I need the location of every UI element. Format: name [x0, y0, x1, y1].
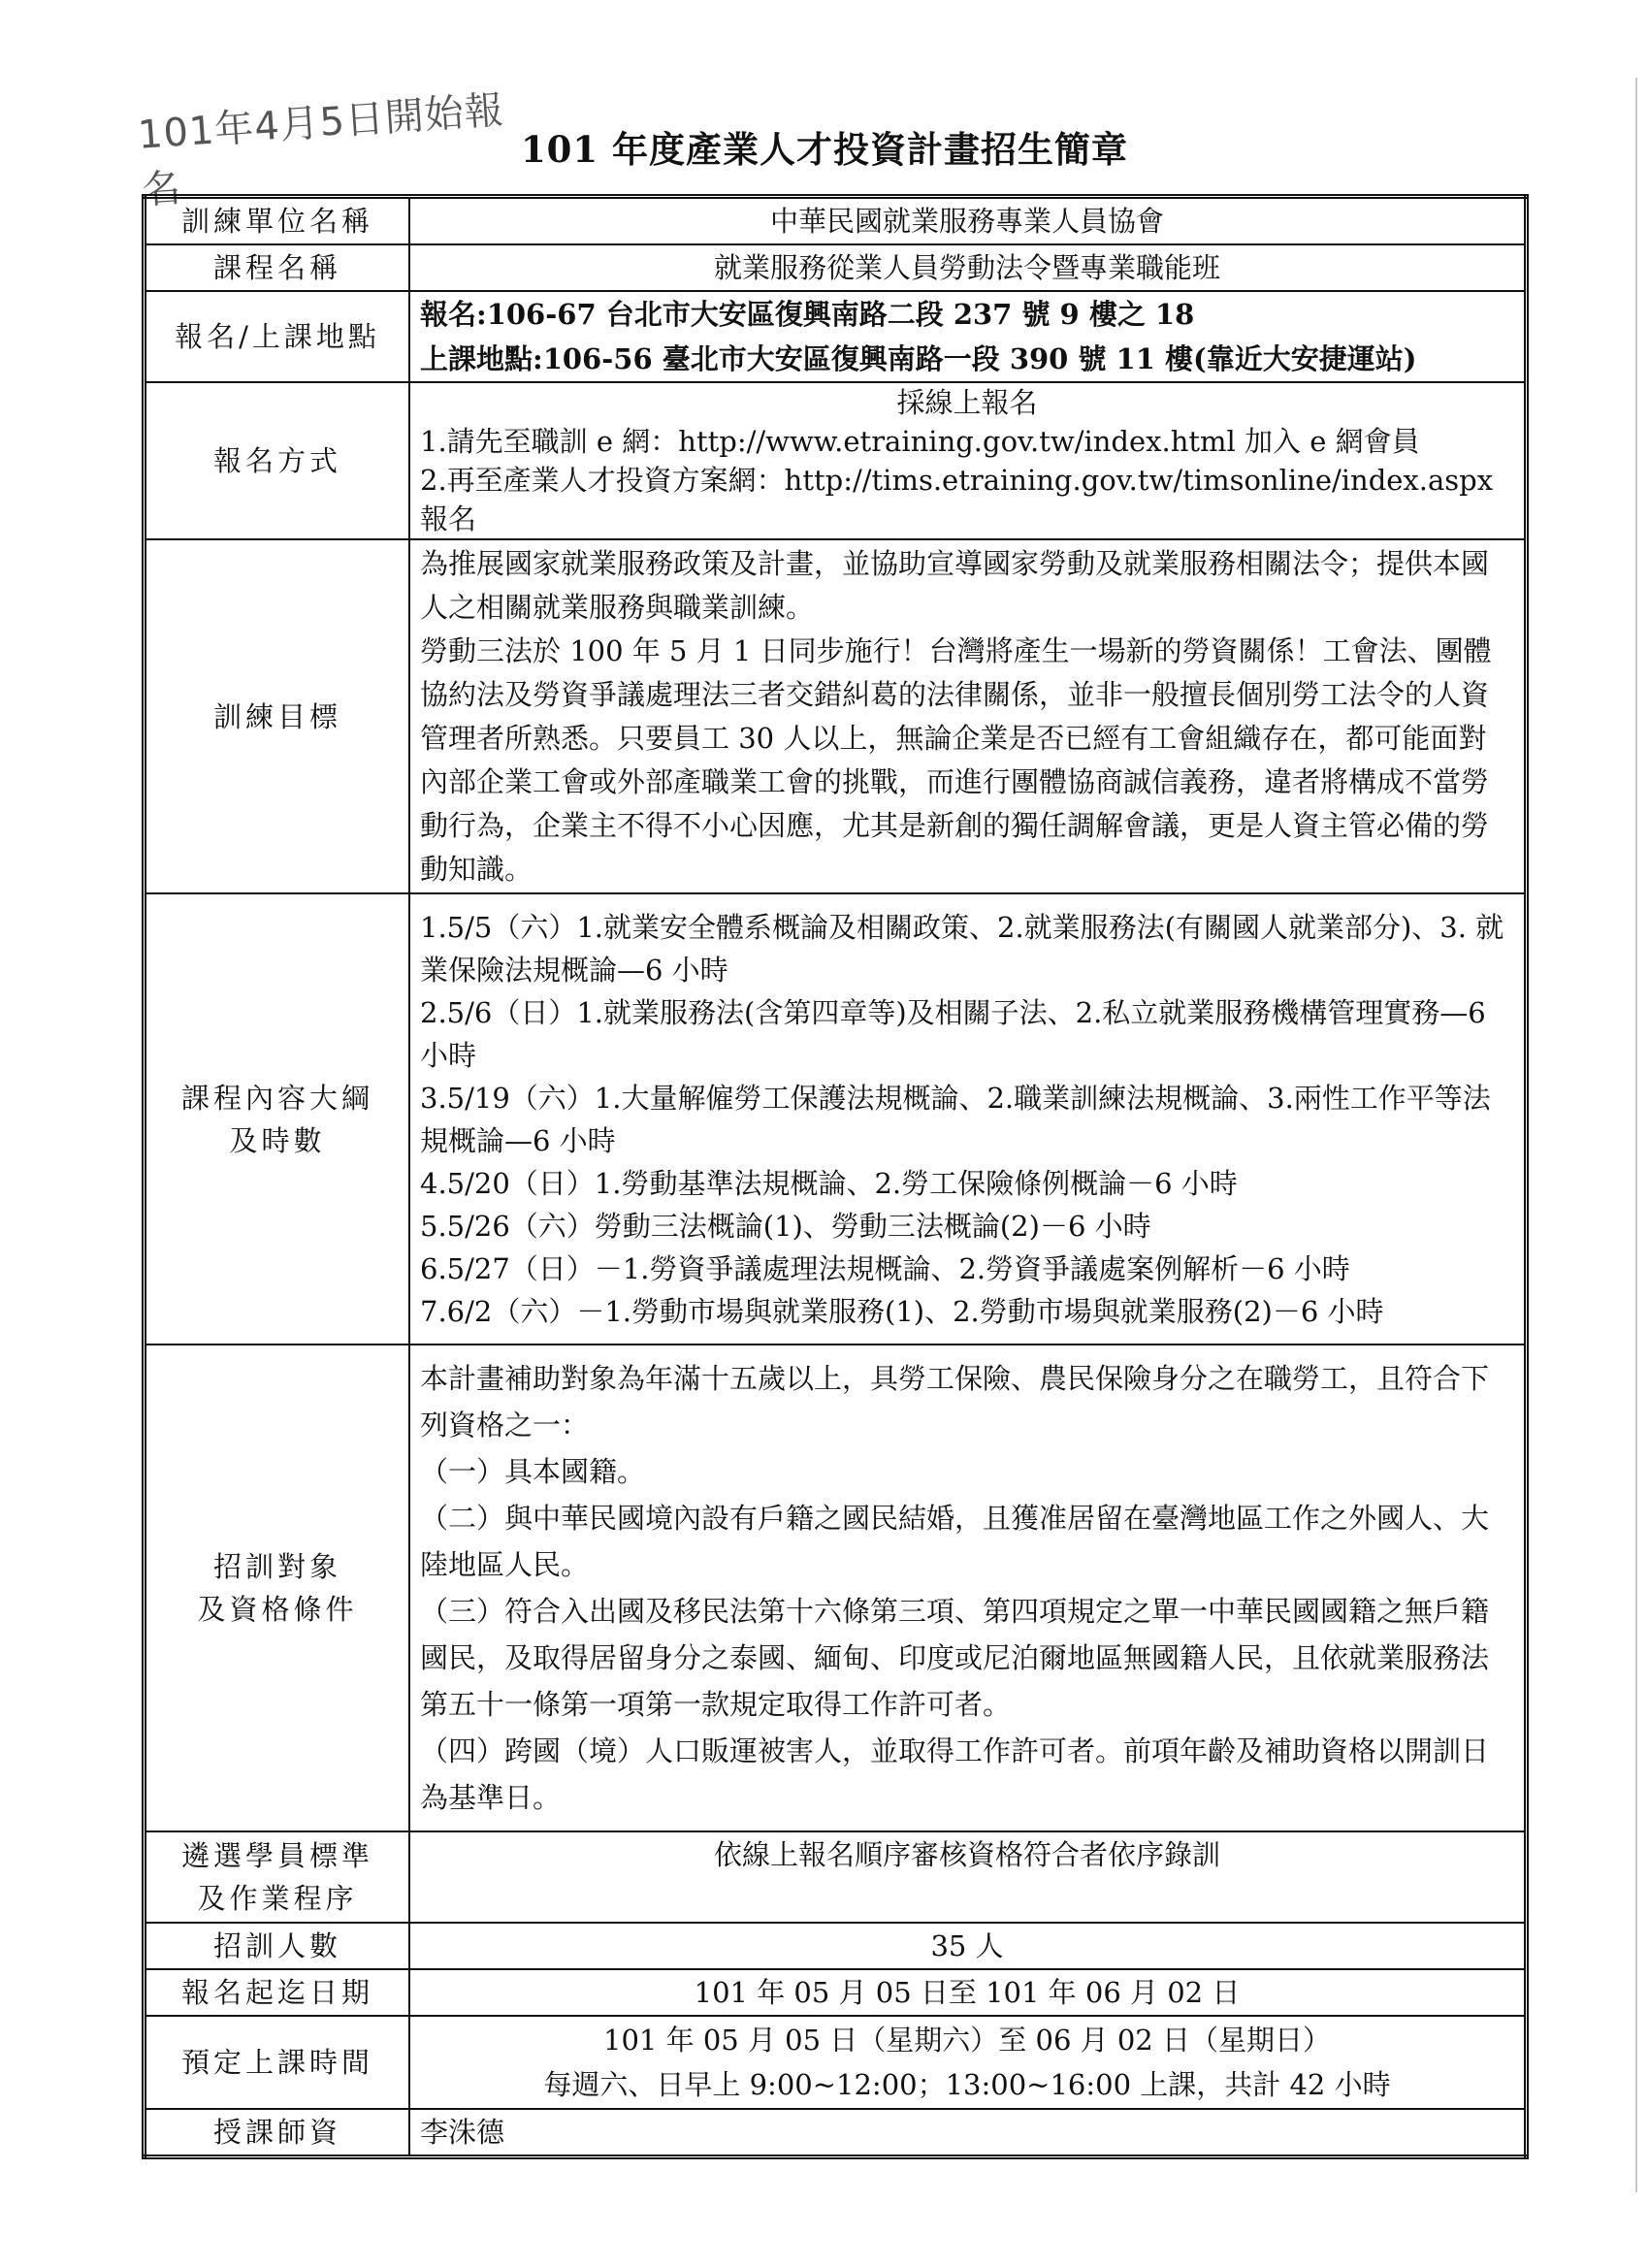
row-syllabus [145, 893, 1527, 1345]
label-eligibility-line-1: 招訓對象 [212, 1550, 341, 1583]
row-eligibility [145, 1345, 1527, 1831]
method-step-2: 2.再至產業人才投資方案網：http://tims.etraining.gov.tw/timsonline/index.aspx 報名 [420, 464, 1494, 535]
syllabus-item: 1.5/5（六）1.就業安全體系概論及相關政策、2.就業服務法(有關國人就業部分)、3. 就業保險法規概論—6 小時 [420, 910, 1504, 987]
row-signup-dates [145, 1969, 1527, 2016]
eligibility-paragraph: 本計畫補助對象為年滿十五歲以上，具勞工保險、農民保險身分之在職勞工，且符合下列資格之一： [420, 1362, 1490, 1442]
method-step-1: 1.請先至職訓 e 網：http://www.etraining.gov.tw/index.html 加入 e 網會員 [420, 425, 1420, 458]
value-syllabus [409, 893, 1527, 1345]
eligibility-paragraph: （一）具本國籍。 [420, 1455, 646, 1488]
label-selection-line-2: 及作業程序 [197, 1882, 358, 1915]
label-registration-method: 報名方式 [145, 382, 410, 539]
label-training-unit: 訓練單位名稱 [145, 197, 410, 245]
value-registration-method [409, 382, 1527, 539]
goal-paragraph-1: 為推展國家就業服務政策及計畫，並協助宣導國家勞動及就業服務相關法令；提供本國人之相關就業服務與職業訓練。 [420, 546, 1490, 624]
label-selection-line-1: 遴選學員標準 [180, 1839, 373, 1872]
enrollment-table [142, 194, 1529, 2159]
value-selection [409, 1831, 1527, 1923]
label-training-goal: 訓練目標 [145, 539, 410, 893]
syllabus-item: 2.5/6（日）1.就業服務法(含第四章等)及相關子法、2.私立就業服務機構管理實務—6 小時 [420, 995, 1486, 1072]
syllabus-item: 3.5/19（六）1.大量解僱勞工保護法規概論、2.職業訓練法規概論、3.兩性工作平等法規概論—6 小時 [420, 1081, 1491, 1157]
eligibility-paragraph: （四）跨國（境）人口販運被害人，並取得工作許可者。前項年齡及補助資格以開訓日為基準日。 [420, 1734, 1490, 1814]
syllabus-item: 4.5/20（日）1.勞動基準法規概論、2.勞工保險條例概論－6 小時 [420, 1166, 1238, 1200]
registration-address: 報名:106-67 台北市大安區復興南路二段 237 號 9 樓之 18 [420, 298, 1195, 331]
scan-edge-line [1635, 78, 1637, 2192]
row-instructor [145, 2109, 1527, 2157]
label-location: 報名/上課地點 [145, 291, 410, 382]
syllabus-item: 6.5/27（日）－1.勞資爭議處理法規概論、2.勞資爭議處案例解析－6 小時 [420, 1251, 1350, 1285]
label-syllabus [145, 893, 410, 1345]
eligibility-paragraph: （二）與中華民國境內設有戶籍之國民結婚，且獲准居留在臺灣地區工作之外國人、大陸地區人民。 [420, 1502, 1490, 1581]
eligibility-paragraph: （三）符合入出國及移民法第十六條第三項、第四項規定之單一中華民國國籍之無戶籍國民，及取得居留身分之泰國、緬甸、印度或尼泊爾地區無國籍人民，且依就業服務法第五十一條第一項第一款規定取得工作許可者。 [420, 1595, 1490, 1721]
label-eligibility-line-2: 及資格條件 [197, 1593, 358, 1626]
row-selection [145, 1831, 1527, 1923]
label-schedule: 預定上課時間 [145, 2016, 410, 2109]
method-heading: 採線上報名 [896, 386, 1038, 419]
value-instructor: 李洙德 [409, 2109, 1527, 2157]
goal-paragraph-2: 勞動三法於 100 年 5 月 1 日同步施行！台灣將產生一場新的勞資關係！工會法、團體協約法及勞資爭議處理法三者交錯糾葛的法律關係，並非一般擅長個別勞工法令的人資管理者所熟悉。只要員工 30 人以上，無論企業是否已經有工會組織存在，都可能面對內部企業工會或外部產職業工會的挑戰，而進行團體協商誠信義務，違者將構成不當勞動行為，企業主不得不小心因應，尤其是新創的獨任調解會議，更是人資主管必備的勞動知識。 [420, 633, 1492, 886]
row-course-name [145, 244, 1527, 291]
handwritten-note: 101年4月5日開始報名 [136, 87, 506, 213]
schedule-hours: 每週六、日早上 9:00~12:00；13:00~16:00 上課，共計 42 小時 [543, 2068, 1391, 2101]
row-registration-method [145, 382, 1527, 539]
syllabus-item: 7.6/2（六）－1.勞動市場與就業服務(1)、2.勞動市場與就業服務(2)－6 小時 [420, 1294, 1384, 1328]
value-training-goal [409, 539, 1527, 893]
document-title: 101 年度產業人才投資計畫招生簡章 [520, 128, 1129, 171]
value-course-name: 就業服務從業人員勞動法令暨專業職能班 [409, 244, 1527, 291]
row-quota [145, 1923, 1527, 1969]
label-syllabus-line-2: 及時數 [229, 1123, 326, 1157]
label-eligibility [145, 1345, 410, 1831]
label-signup-dates: 報名起迄日期 [145, 1969, 410, 2016]
value-signup-dates: 101 年 05 月 05 日至 101 年 06 月 02 日 [409, 1969, 1527, 2016]
label-syllabus-line-1: 課程內容大綱 [180, 1081, 373, 1115]
value-training-unit: 中華民國就業服務專業人員協會 [409, 197, 1527, 245]
label-selection [145, 1831, 410, 1923]
row-schedule [145, 2016, 1527, 2109]
selection-text: 依線上報名順序審核資格符合者依序錄訓 [713, 1838, 1220, 1871]
label-instructor: 授課師資 [145, 2109, 410, 2157]
value-quota: 35 人 [409, 1923, 1527, 1969]
value-location [409, 291, 1527, 382]
row-training-unit [145, 197, 1527, 245]
class-address: 上課地點:106-56 臺北市大安區復興南路一段 390 號 11 樓(靠近大安捷運站) [420, 342, 1417, 375]
schedule-dates: 101 年 05 月 05 日（星期六）至 06 月 02 日（星期日） [603, 2024, 1331, 2057]
row-location [145, 291, 1527, 382]
value-eligibility [409, 1345, 1527, 1831]
label-course-name: 課程名稱 [145, 244, 410, 291]
label-quota: 招訓人數 [145, 1923, 410, 1969]
row-training-goal [145, 539, 1527, 893]
syllabus-item: 5.5/26（六）勞動三法概論(1)、勞動三法概論(2)－6 小時 [420, 1209, 1151, 1243]
value-schedule [409, 2016, 1527, 2109]
